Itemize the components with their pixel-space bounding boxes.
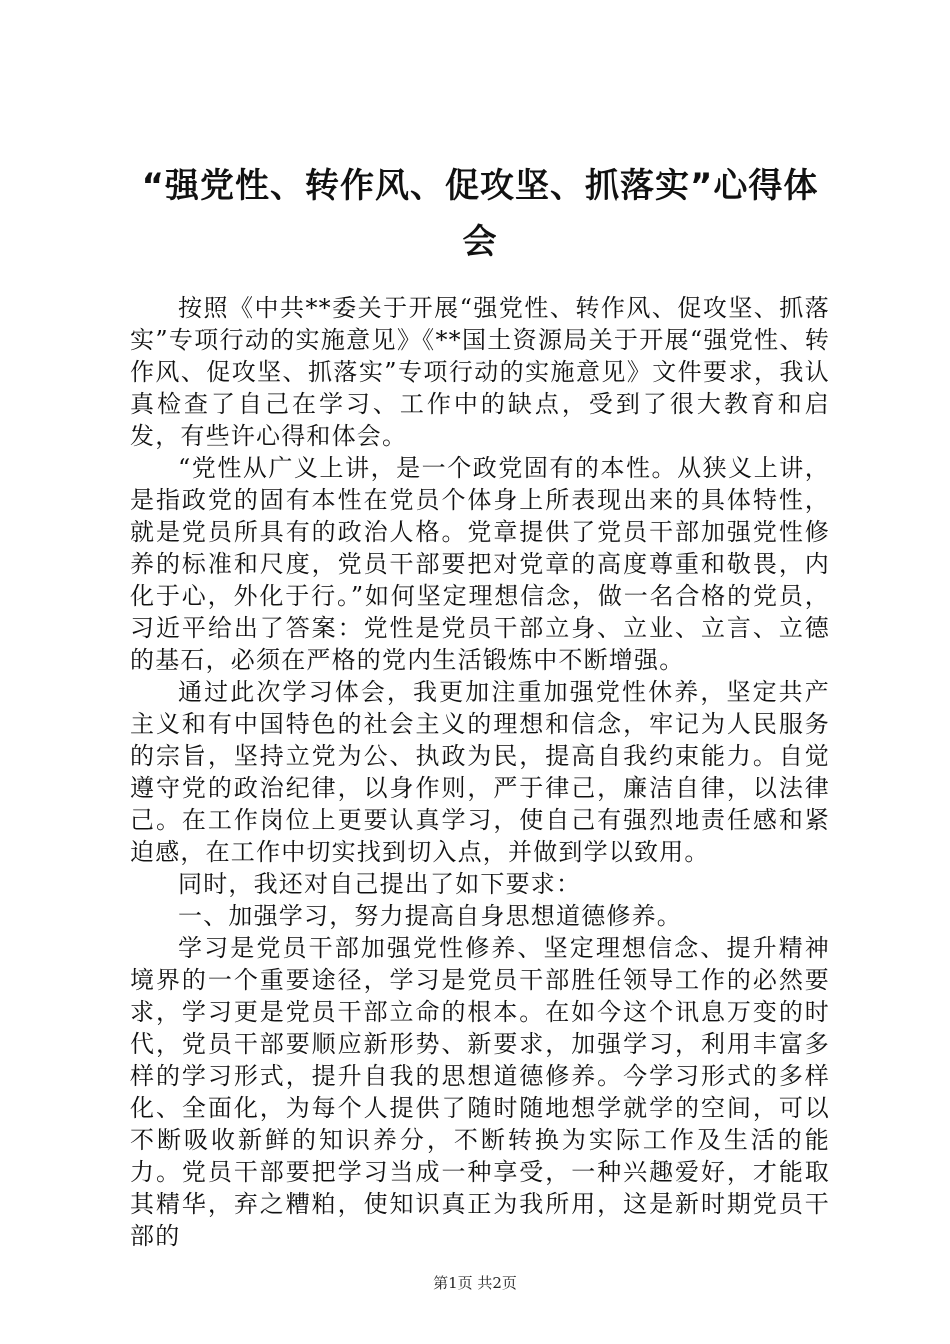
page-footer: 第1页 共2页 bbox=[433, 1274, 517, 1292]
paragraph: “党性从广义上讲，是一个政党固有的本性。从狭义上讲，是指政党的固有本性在党员个体身上所表现出来的具体特性，就是党员所具有的政治人格。党章提供了党员干部加强党性修养的标准和尺度，党员干部要把对党章的高度尊重和敬畏，内化于心，外化于行。”如何坚定理想信念，做一名合格的党员，习近平给出了答案：党性是党员干部立身、立业、立言、立德的基石，必须在严格的党内生活锻炼中不断增强。 bbox=[130, 454, 830, 674]
document-title: “强党性、转作风、促攻坚、抓落实”心得体会 bbox=[141, 166, 819, 262]
paragraph: 学习是党员干部加强党性修养、坚定理想信念、提升精神境界的一个重要途径，学习是党员干部胜任领导工作的必然要求，学习更是党员干部立命的根本。在如今这个讯息万变的时代，党员干部要顺应新形势、新要求，加强学习，利用丰富多样的学习形式，提升自我的思想道德修养。今学习形式的多样化、全面化，为每个人提供了随时随地想学就学的空间，可以不断吸收新鲜的知识养分，不断转换为实际工作及生活的能力。党员干部要把学习当成一种享受，一种兴趣爱好，才能取其精华，弃之糟粕，使知识真正为我所用，这是新时期党员干部的 bbox=[130, 934, 830, 1250]
paragraph: 通过此次学习体会，我更加注重加强党性休养，坚定共产主义和有中国特色的社会主义的理想和信念，牢记为人民服务的宗旨，坚持立党为公、执政为民，提高自我约束能力。自觉遵守党的政治纪律，以身作则，严于律己，廉洁自律，以法律己。在工作岗位上更要认真学习，使自己有强烈地责任感和紧迫感，在工作中切实找到切入点，并做到学以致用。 bbox=[130, 678, 830, 866]
document-body bbox=[130, 292, 830, 1252]
section-heading: 一、加强学习，努力提高自身思想道德修养。 bbox=[178, 902, 682, 930]
paragraph: 按照《中共**委关于开展“强党性、转作风、促攻坚、抓落实”专项行动的实施意见》《**国土资源局关于开展“强党性、转作风、促攻坚、抓落实”专项行动的实施意见》文件要求，我认真检查了自己在学习、工作中的缺点，受到了很大教育和启发，有些许心得和体会。 bbox=[130, 294, 830, 450]
paragraph: 同时，我还对自己提出了如下要求： bbox=[178, 870, 582, 898]
